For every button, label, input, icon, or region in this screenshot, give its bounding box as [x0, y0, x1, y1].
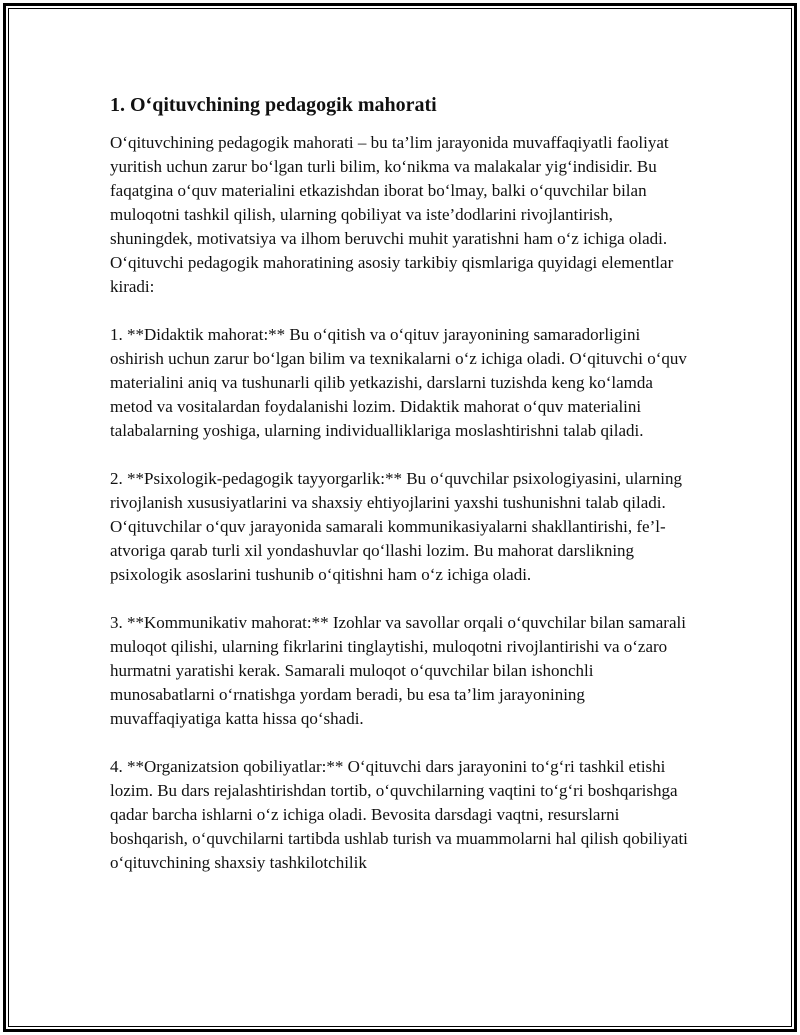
- paragraph-didactic-skill: 1. **Didaktik mahorat:** Bu o‘qitish va o‘qituv jarayonining samaradorligini oshirish uchun zarur bo‘lgan bilim va texnikalarni o‘z ichiga oladi. O‘qituvchi o‘quv materialini aniq va tushunarli qilib yetkazishi, darslarni tuzishda keng ko‘lamda metod va vositalardan foydalanishi lozim. Didaktik mahorat o‘quv materialini talabalarning yoshiga, ularning individualliklariga moslashtirishni talab qiladi.: [110, 325, 687, 440]
- paragraph-psychological-pedagogical: 2. **Psixologik-pedagogik tayyorgarlik:** Bu o‘quvchilar psixologiyasini, ularning rivojlanish xususiyatlarini va shaxsiy ehtiyojlarini yaxshi tushunishni talab qiladi. O‘qituvchilar o‘quv jarayonida samarali kommunikasiyalarni shakllantirishi, fe’l-atvoriga qarab turli xil yondashuvlar qo‘llashi lozim. Bu mahorat darslikning psixologik asoslarini tushunib o‘qitishni ham o‘z ichiga oladi.: [110, 469, 682, 584]
- paragraph-communicative-skill: 3. **Kommunikativ mahorat:** Izohlar va savollar orqali o‘quvchilar bilan samarali muloqot qilishi, ularning fikrlarini tinglaytishi, muloqotni rivojlantirishi va o‘zaro hurmatni yaratishi kerak. Samarali muloqot o‘quvchilar bilan ishonchli munosabatlarni o‘rnatishga yordam beradi, bu esa ta’lim jarayonining muvaffaqiyatiga katta hissa qo‘shadi.: [110, 613, 686, 728]
- section-heading: 1. O‘qituvchining pedagogik mahorati: [110, 94, 437, 116]
- document-body: [110, 91, 690, 899]
- paragraph-organizational-abilities: 4. **Organizatsion qobiliyatlar:** O‘qituvchi dars jarayonini to‘g‘ri tashkil etishi lozim. Bu dars rejalashtirishdan tortib, o‘quvchilarning vaqtini to‘g‘ri boshqarishga qadar barcha ishlarni o‘z ichiga oladi. Bevosita darsdagi vaqtni, resurslarni boshqarish, o‘quvchilarni tartibda ushlab turish va muammolarni hal qilish qobiliyati o‘qituvchining shaxsiy tashkilotchilik: [110, 757, 688, 872]
- intro-paragraph: O‘qituvchining pedagogik mahorati – bu ta’lim jarayonida muvaffaqiyatli faoliyat yuritish uchun zarur bo‘lgan turli bilim, ko‘nikma va malakalar yig‘indisidir. Bu faqatgina o‘quv materialini etkazishdan iborat bo‘lmay, balki o‘quvchilar bilan muloqotni tashkil qilish, ularning qobiliyat va iste’dodlarini rivojlantirish, shuningdek, motivatsiya va ilhom beruvchi muhit yaratishni ham o‘z ichiga oladi. O‘qituvchi pedagogik mahoratining asosiy tarkibiy qismlariga quyidagi elementlar kiradi:: [110, 133, 674, 296]
